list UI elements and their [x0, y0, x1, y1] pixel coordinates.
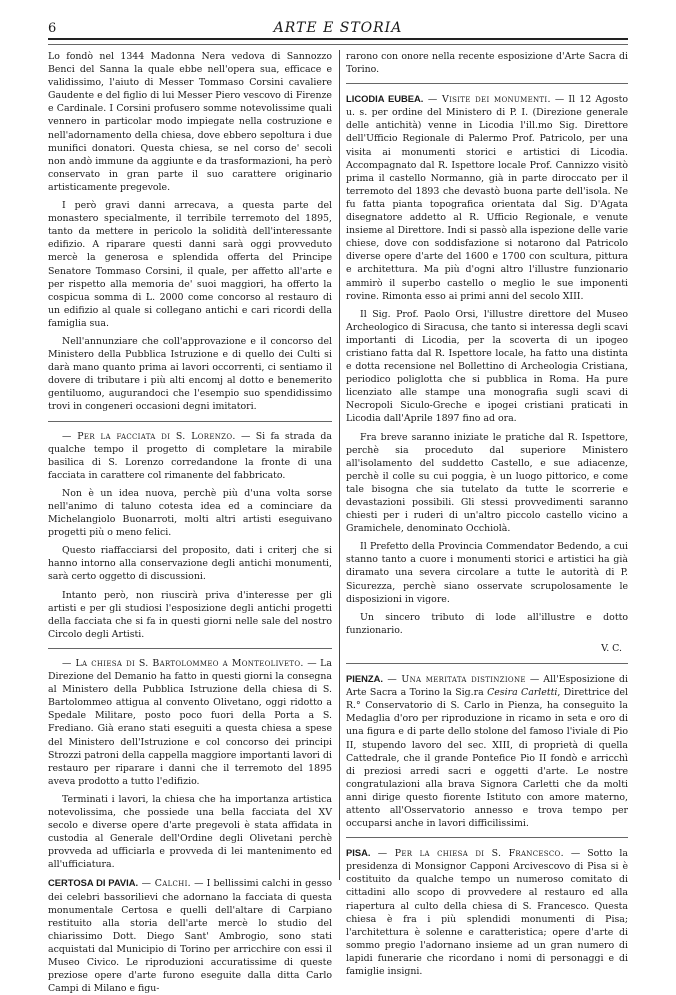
page-number: 6 [48, 21, 57, 36]
article-text: — Si fa strada da qualche tempo il progetto di completare la mirabile basilica di S. Lorenzo corredandone la fronte di una facciata in carattere col rimanente del fabbricato. [48, 430, 332, 481]
paragraph: I però gravi danni arrecava, a questa parte del monastero specialmente, il terribile terremoto del 1895, tanto da mettere in pericolo la solidità dell'interessante edifizio. A riparare questi danni sarà oggi provveduto mercè la generosa e splendida offerta del Principe Senatore Tommaso Corsini, il quale, per affetto all'arte e per rispetto alla memoria de' suoi maggiori, ha offerto la cospicua somma di L. 2000 come concorso al restauro di un edifizio al quale si collegano antichi e cari ricordi della famiglia sua. [48, 200, 332, 329]
article-licodia [346, 92, 628, 303]
paragraph: Fra breve saranno iniziate le pratiche dal R. Ispettore, perchè sia proceduto dal superiore Ministero all'isolamento del suddetto Castello, e sue adiacenze, perchè il colle su cui poggia, è un luogo pittorico, e come tale bisogna che sia tutelato da tutte le scorrerie e devastazioni possibili. Gli stessi provvedimenti saranno chiesti per i ruderi di un'altro piccolo castello vicino a Gramichele, denominato Occhiolà. [346, 431, 628, 535]
section-divider [48, 421, 332, 422]
article-text: — La Direzione del Demanio ha fatto in questi giorni la consegna al Ministero della Pubblica Istruzione della chiesa di S. Bartolommeo attigua al convento Olivetano, oggi ridotto a Spedale Militare, posto poco fuori della Porta a S. Frediano. Già erano stati eseguiti a questa chiesa a spese del Ministero dell'Istruzione e col concorso dei principi Strozzi patroni della cappella maggiore importanti lavori di restauro per riparare i danni che il terremoto del 1895 aveva prodotto a tutto l'edifizio. [48, 657, 332, 787]
article-heading: LICODIA EUBEA. [346, 93, 424, 105]
paragraph: Nell'annunziare che coll'approvazione e il concorso del Ministero della Pubblica Istruzione e di quello dei Culti si darà mano quanto prima ai lavori occorrenti, ci sentiamo il dovere di tributare i più alti encomj al dotto e benemerito gentiluomo, augurandoci che l'esempio suo spendidissimo trovi in congeneri occasioni degni imitatori. [48, 335, 332, 413]
article-heading: CERTOSA DI PAVIA. [48, 877, 139, 889]
left-column [48, 50, 332, 995]
paragraph: Il Prefetto della Provincia Commendator Bedendo, a cui stanno tanto a cuore i monumenti storici e artistici ha già diramato una severa circolare a tutte le autorità di P. Sicurezza, perchè siano osservate scrupolosamente le disposizioni in vigore. [346, 541, 628, 605]
paragraph: Terminati i lavori, la chiesa che ha importanza artistica notevolissima, che possiede una bella facciata del XV secolo e diverse opere d'arte pregevoli è stata affidata in custodia al Generale dell'Ordine degli Olivetani perchè provveda ad ufficiarla e provveda di lei mantenimento ed all'ufficiatura. [48, 793, 332, 871]
article-lead: — Per la chiesa di S. Francesco. [370, 848, 564, 860]
article-lead: — Visite dei monumenti. [423, 94, 551, 106]
journal-title: ARTE E STORIA [273, 20, 403, 36]
article-text: — Sotto la presidenza di Monsignor Capponi Arcivescovo di Pisa si è costituito da qualche tempo un numeroso comitato di cittadini allo scopo di provvedere al restauro ed alla riapertura al culto della chiesa di S. Francesco. Questa chiesa è fra i più splendidi monumenti di Pisa; l'architettura è solenne e caratteristica; opere d'arte di sommo pregio l'adornano insieme ad un gran numero di lapidi funerarie che ricordano i nomi di personaggi e di famiglie insigni. [346, 848, 628, 977]
article-certosa [48, 876, 332, 995]
article-lead: — La chiesa di S. Bartolommeo a Monteoliveto. [62, 657, 304, 669]
header-rule [48, 38, 628, 45]
running-header [48, 18, 628, 40]
paragraph: Non è un idea nuova, perchè più d'una volta sorse nell'animo di taluno cotesta idea ed a cominciare da Michelangiolo Buonarroti, molti altri artisti eseguivano progetti più o meno felici. [48, 487, 332, 539]
paragraph: Il Sig. Prof. Paolo Orsi, l'illustre direttore del Museo Archeologico di Siracusa, che tanto si interessa degli scavi importanti di Licodia, per la scoverta di un ipogeo cristiano fatta dal R. Ispettore locale, ha fatto una distinta e dotta recensione nel Bollettino di Archeologia Cristiana, periodico poliglotta che si pubblica in Roma. Ha pure licenziato alle stampe una monografia sugli scavi di Necropoli Siculo-Greche e ipogei cristiani praticati in Licodia dall'Aprile 1897 fino ad ora. [346, 308, 628, 425]
article-lorenzo [48, 430, 332, 482]
paragraph: Un sincero tributo di lode all'illustre e dotto funzionario. [346, 611, 628, 636]
article-text: — All'Esposizione di Arte Sacra a Torino la Sig.ra [346, 674, 628, 699]
article-lead: — Una meritata distinzione [382, 674, 526, 686]
article-heading: PIENZA. [346, 673, 383, 685]
article-lead: — Per la facciata di S. Lorenzo. [62, 430, 236, 442]
person-name: Cesira Carletti [487, 687, 558, 699]
article-pisa [346, 846, 628, 978]
article-heading: PISA. [346, 847, 371, 859]
paragraph: Questo riaffacciarsi del proposito, dati i criterj che si hanno intorno alla conservazione degli antichi monumenti, sarà certo oggetto di discussioni. [48, 545, 332, 583]
right-column [346, 50, 628, 977]
article-bartolommeo [48, 657, 332, 788]
article-text: , Direttrice del R.° Conservatorio di S. Carlo in Pienza, ha conseguito la Medaglia d'oro per riproduzione in ricamo in seta e oro di una figura e di parte dello stolone del famoso l'iviale di Pio II, stupendo lavoro del sec. XIII, di proprietà di quella Cattedrale, che il grande Pontefice Pio II fondò e arricchì di preziosi arredi sacri e oggetti d'arte. Le nostre congratulazioni alla brava Signora Carletti che da molti anni dirige questo fiorente Istituto con amore materno, attento all'Osservatorio annesso e trova tempo per occuparsi anche in lavori difficilissimi. [346, 687, 628, 830]
section-divider [48, 648, 332, 649]
author-signature: V. C. [601, 642, 622, 654]
article-text: — Il 12 Agosto u. s. per ordine del Ministero di P. I. (Direzione generale delle antichità) venne in Licodia l'ill.mo Sig. Direttore dell'Ufficio Regionale di Palermo Prof. Patricolo, per una visita ai monumenti storici e artistici di Licodia. Accompagnato dal R. Ispettore locale Prof. Cannizzo visitò prima il castello Normanno, già in parte diroccato per il terremoto del 1893 che devastò buona parte dell'isola. Ne fu fatta pianta topografica orientata dal Sig. D'Agata disegnatore addetto al R. Ufficio Regionale, e venute insieme al Direttore. Indi si passò alla ispezione delle varie chiese, dove con soddisfazione si notarono dal Patricolo diverse opere d'arte del 1600 e 1700 con scultura, pittura e architettura. Ma più d'ogni altro l'illustre funzionario ammirò il superbo castello o meglio le sue imponenti rovine. Rimonta esso ai primi anni del secolo XIII. [346, 94, 628, 302]
article-text: — I bellissimi calchi in gesso dei celebri bassorilievi che adornano la facciata di questa monumentale Certosa e quelli dell'altare di Carpiano restituito alla storia dell'arte mercè lo studio del chiarissimo Dott. Diego Sant' Ambrogio, sono stati acquistati dal Municipio di Torino per arricchire con essi il Museo Civico. Le riproduzioni accuratissime di queste preziose opere d'arte furono eseguite dalla ditta Carlo Campi di Milano e figu- [48, 878, 332, 995]
section-divider [346, 837, 628, 838]
section-divider [346, 663, 628, 664]
paragraph: Lo fondò nel 1344 Madonna Nera vedova di Sannozzo Benci del Sanna la quale ebbe nell'opera sua, efficace e validissimo, l'aiuto di Messer Tommaso Corsini cavaliere Gaudente e del figlio di lui Messer Piero vescovo di Firenze e Cardinale. I Corsini profusero somme notevolissime quali vennero in particolar modo impiegate nella costruzione e nell'adornamento della chiesa, dove ebbero sepoltura i due munifici donatori. Questa chiesa, se nel corso de' secoli non andò immune da aggiunte e da trasformazioni, ha però conservato in gran parte il suo carattere originario artisticamente pregevole. [48, 51, 332, 193]
paragraph: rarono con onore nella recente esposizione d'Arte Sacra di Torino. [346, 51, 628, 76]
article-lead: — Calchi. [138, 878, 191, 890]
section-divider [346, 83, 628, 84]
paragraph: Intanto però, non riuscirà priva d'interesse per gli artisti e per gli studiosi l'esposizione degli antichi progetti della facciata che si fa in questi giorni nelle sale del nostro Circolo degli Artisti. [48, 589, 332, 640]
article-pienza [346, 672, 628, 830]
column-divider [339, 50, 340, 880]
